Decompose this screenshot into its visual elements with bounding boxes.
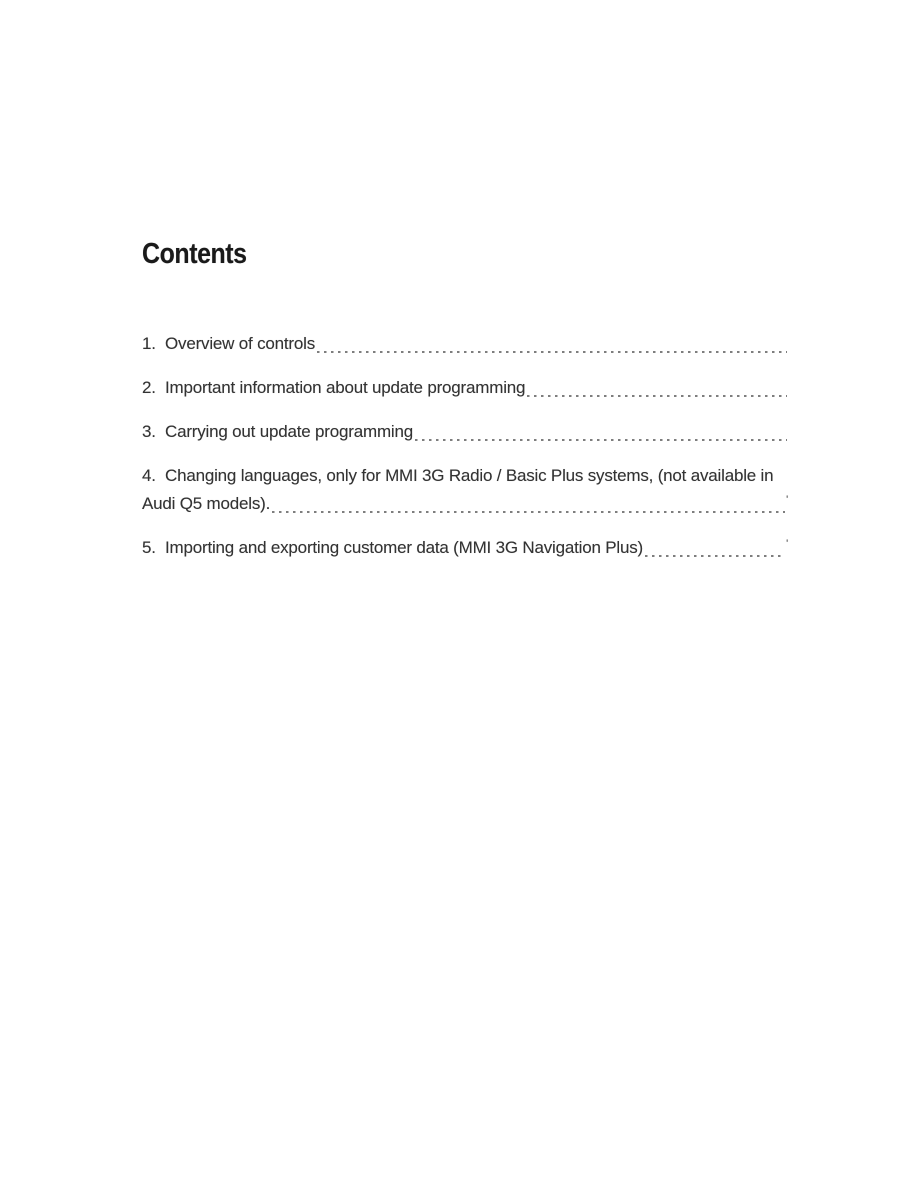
trailing-mark: ' bbox=[786, 494, 788, 506]
dot-leader bbox=[317, 351, 787, 354]
table-of-contents bbox=[142, 330, 788, 562]
toc-item-text: Importing and exporting customer data (MMI 3G Navigation Plus) bbox=[165, 538, 643, 557]
toc-item-text-line2: Audi Q5 models). bbox=[142, 494, 271, 513]
dot-leader bbox=[272, 511, 785, 514]
toc-item-number: 2. bbox=[142, 378, 156, 397]
toc-row bbox=[142, 330, 788, 358]
dot-leader bbox=[645, 555, 785, 558]
toc-item-number: 1. bbox=[142, 334, 156, 353]
toc-item-text: Overview of controls bbox=[165, 334, 315, 353]
toc-item-3 bbox=[142, 418, 788, 446]
toc-item-number: 4. bbox=[142, 466, 156, 485]
page-title: Contents bbox=[142, 238, 247, 270]
toc-item-number: 3. bbox=[142, 422, 156, 441]
toc-item-text: Important information about update programming bbox=[165, 378, 526, 397]
trailing-mark: ' bbox=[786, 538, 788, 550]
toc-item-number: 5. bbox=[142, 538, 156, 557]
dot-leader bbox=[415, 439, 787, 442]
toc-item-1 bbox=[142, 330, 788, 358]
toc-item-text: Changing languages, only for MMI 3G Radio / Basic Plus systems, (not available in bbox=[165, 466, 774, 485]
toc-item-text: Carrying out update programming bbox=[165, 422, 413, 441]
toc-row bbox=[142, 418, 788, 446]
dot-leader bbox=[527, 395, 787, 398]
page-content bbox=[142, 239, 788, 578]
toc-row bbox=[142, 374, 788, 402]
toc-item-2 bbox=[142, 374, 788, 402]
toc-row bbox=[142, 462, 788, 490]
toc-item-5 bbox=[142, 534, 788, 562]
toc-item-4 bbox=[142, 462, 788, 518]
toc-row bbox=[142, 534, 788, 562]
toc-row-wrap bbox=[142, 490, 788, 518]
